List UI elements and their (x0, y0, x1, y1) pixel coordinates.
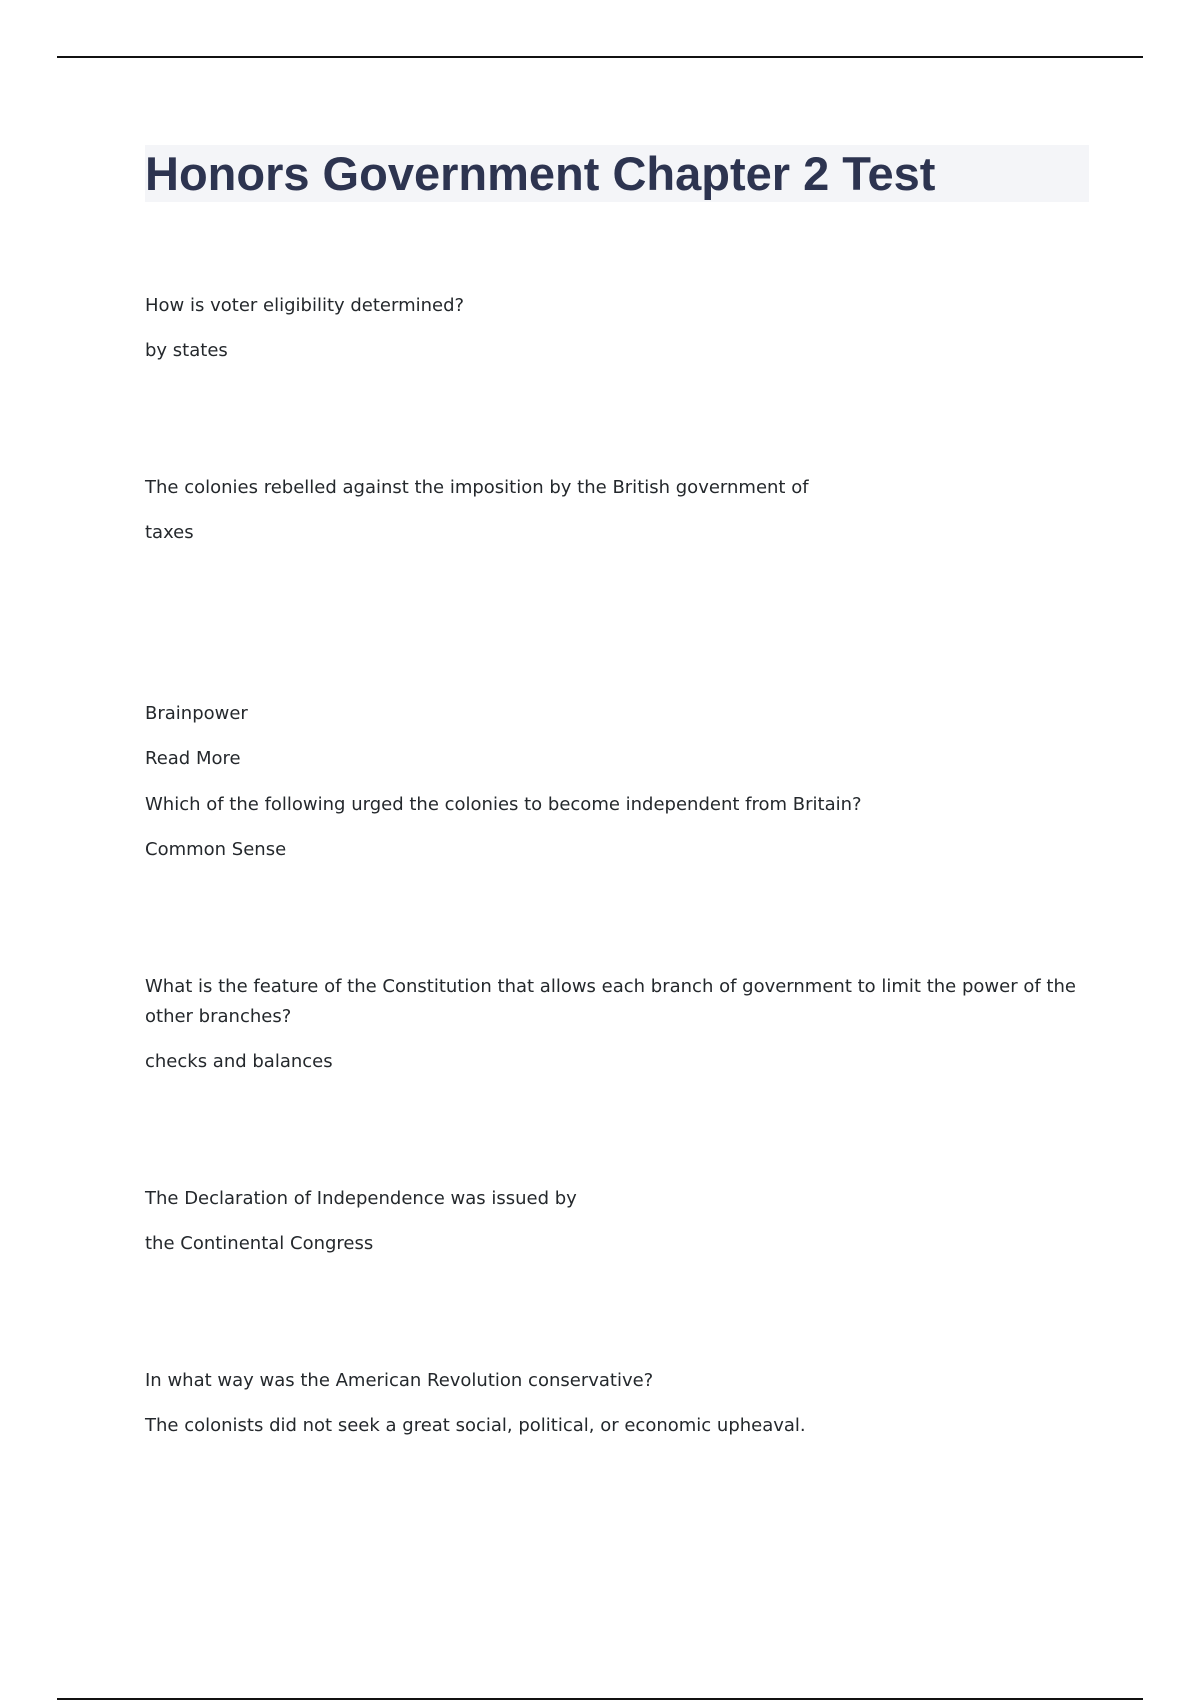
qa-item (145, 972, 1095, 1077)
promo-brand: Brainpower (145, 703, 248, 724)
promo-block (145, 699, 1095, 789)
question-text: How is voter eligibility determined? (145, 295, 465, 316)
answer-text: by states (145, 340, 228, 361)
answer-text: Common Sense (145, 839, 287, 860)
qa-item (145, 1366, 1095, 1441)
question-text: What is the feature of the Constitution that allows each branch of government to limit the power of the other branches? (145, 976, 1076, 1027)
answer-text: taxes (145, 522, 194, 543)
read-more-link[interactable]: Read More (145, 748, 241, 769)
answer-text: The colonists did not seek a great social, political, or economic upheaval. (145, 1415, 806, 1436)
page-title: Honors Government Chapter 2 Test (145, 147, 936, 200)
question-text: In what way was the American Revolution conservative? (145, 1370, 654, 1391)
qa-item (145, 291, 1095, 366)
qa-item (145, 1184, 1095, 1259)
title-banner (145, 145, 1089, 202)
qa-item (145, 790, 1095, 865)
question-text: The colonies rebelled against the imposition by the British government of (145, 477, 809, 498)
question-text: The Declaration of Independence was issued by (145, 1188, 577, 1209)
answer-text: the Continental Congress (145, 1233, 374, 1254)
question-text: Which of the following urged the colonies to become independent from Britain? (145, 794, 862, 815)
answer-text: checks and balances (145, 1051, 333, 1072)
top-rule (57, 56, 1143, 58)
qa-item (145, 473, 1095, 548)
